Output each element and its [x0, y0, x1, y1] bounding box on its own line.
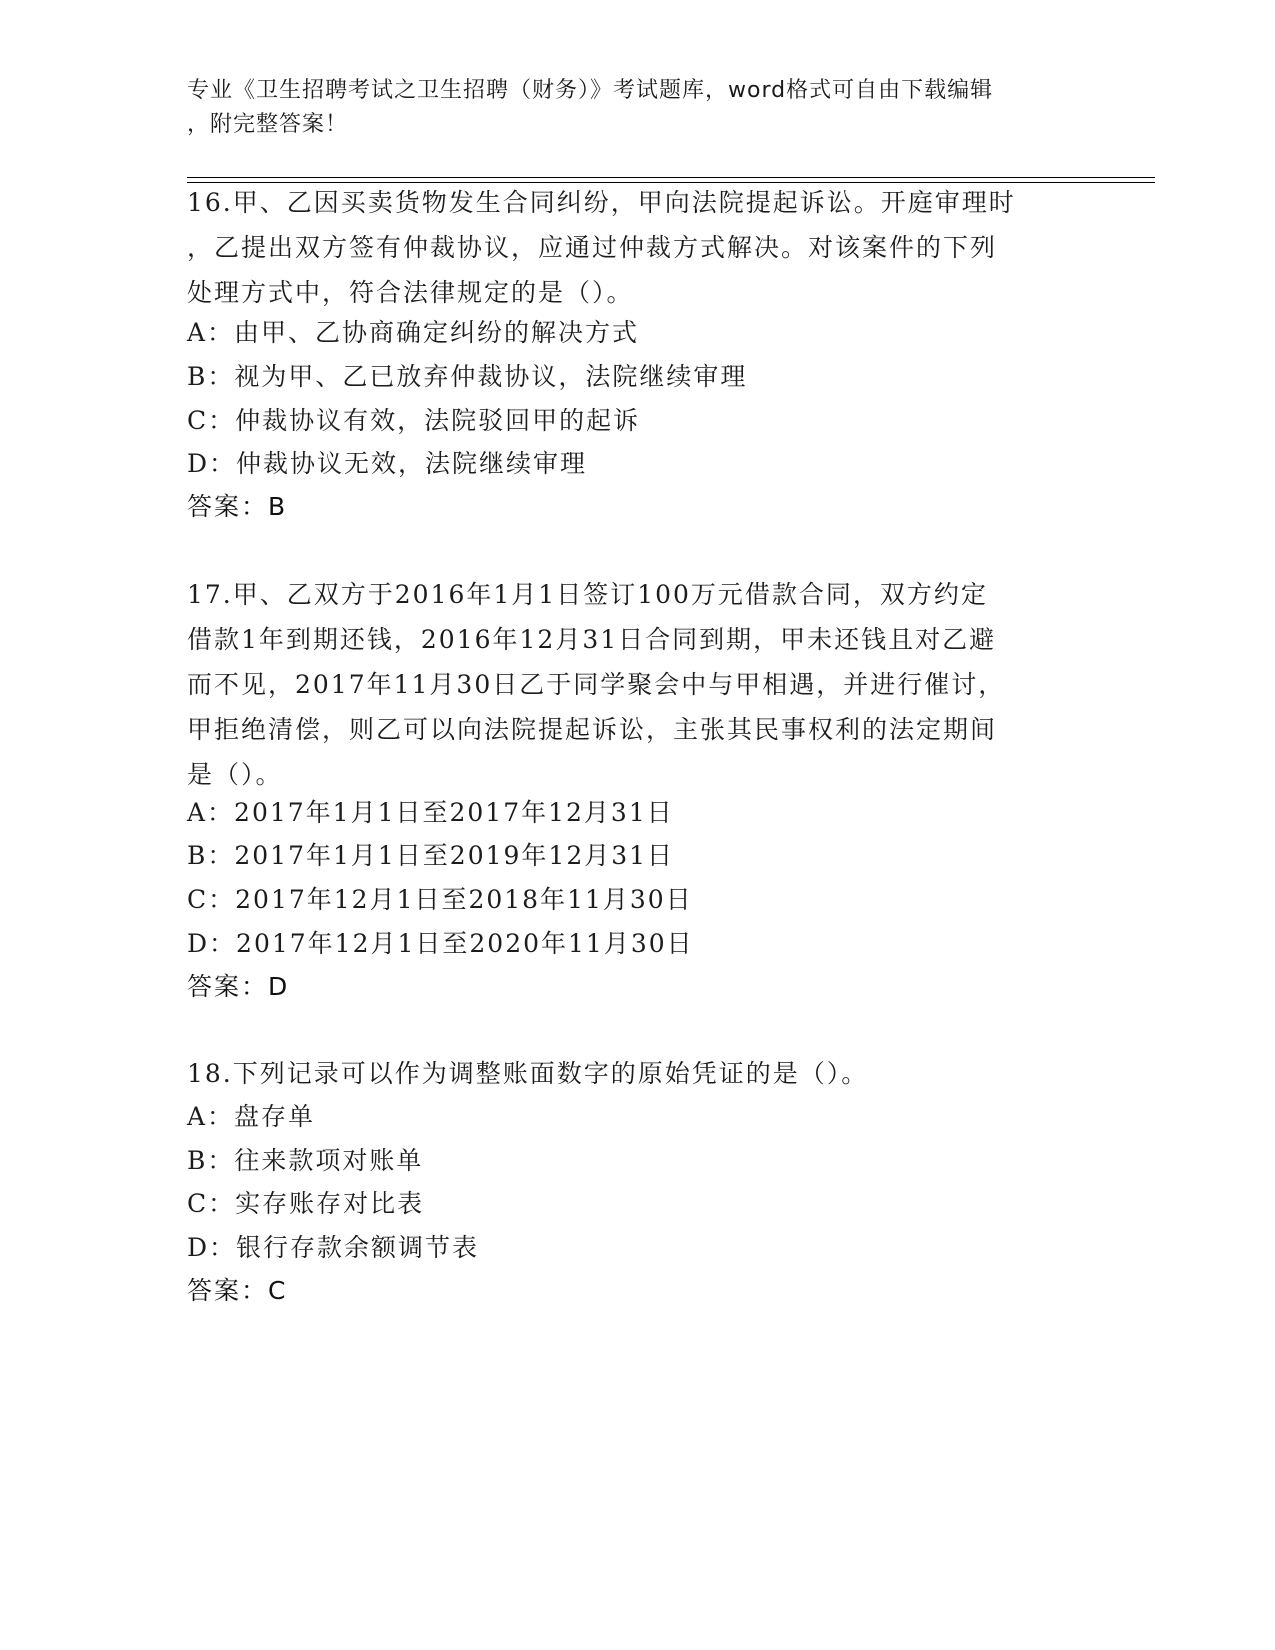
question-16-line-3: 处理方式中，符合法律规定的是（）。 [187, 278, 634, 307]
question-17-option-c: C：2017年12月1日至2018年11月30日 [187, 885, 693, 914]
question-18-line-1: 18.下列记录可以作为调整账面数字的原始凭证的是（）。 [187, 1059, 869, 1088]
question-16-answer: 答案：B [187, 492, 288, 521]
question-18-text [187, 1051, 1107, 1096]
question-17-line-4: 甲拒绝清偿，则乙可以向法院提起诉讼，主张其民事权利的法定期间 [187, 715, 998, 744]
header-note-line-1: 专业《卫生招聘考试之卫生招聘（财务）》考试题库，word格式可自由下载编辑 [187, 78, 994, 103]
question-17-option-d: D：2017年12月1日至2020年11月30日 [187, 929, 694, 958]
header-divider-top [187, 177, 1155, 178]
question-17-answer: 答案：D [187, 972, 290, 1001]
question-16-option-b: B：视为甲、乙已放弃仲裁协议，法院继续审理 [187, 362, 748, 391]
question-16-option-d: D：仲裁协议无效，法院继续审理 [187, 449, 588, 478]
question-16-line-1: 16.甲、乙因买卖货物发生合同纠纷，甲向法院提起诉讼。开庭审理时 [187, 188, 1016, 217]
question-18-option-c: C：实存账存对比表 [187, 1189, 425, 1218]
question-16-line-2: ，乙提出双方签有仲裁协议，应通过仲裁方式解决。对该案件的下列 [187, 233, 998, 262]
question-16-text [187, 180, 1107, 315]
question-16-option-c: C：仲裁协议有效，法院驳回甲的起诉 [187, 406, 641, 435]
question-18-option-d: D：银行存款余额调节表 [187, 1233, 480, 1262]
header-note [187, 74, 1087, 142]
question-16-option-a: A：由甲、乙协商确定纠纷的解决方式 [187, 318, 640, 347]
header-note-line-2: ，附完整答案！ [187, 112, 349, 137]
question-17-option-b: B：2017年1月1日至2019年12月31日 [187, 841, 675, 870]
question-18-option-b: B：往来款项对账单 [187, 1146, 424, 1175]
question-17-text [187, 572, 1107, 797]
question-17-line-3: 而不见，2017年11月30日乙于同学聚会中与甲相遇，并进行催讨， [187, 670, 1006, 699]
question-18-option-a: A：盘存单 [187, 1102, 316, 1131]
question-17-option-a: A：2017年1月1日至2017年12月31日 [187, 798, 674, 827]
question-17-line-5: 是（）。 [187, 760, 283, 789]
question-17-line-2: 借款1年到期还钱，2016年12月31日合同到期，甲未还钱且对乙避 [187, 625, 997, 654]
question-17-line-1: 17.甲、乙双方于2016年1月1日签订100万元借款合同，双方约定 [187, 580, 988, 609]
question-18-answer: 答案：C [187, 1276, 288, 1305]
